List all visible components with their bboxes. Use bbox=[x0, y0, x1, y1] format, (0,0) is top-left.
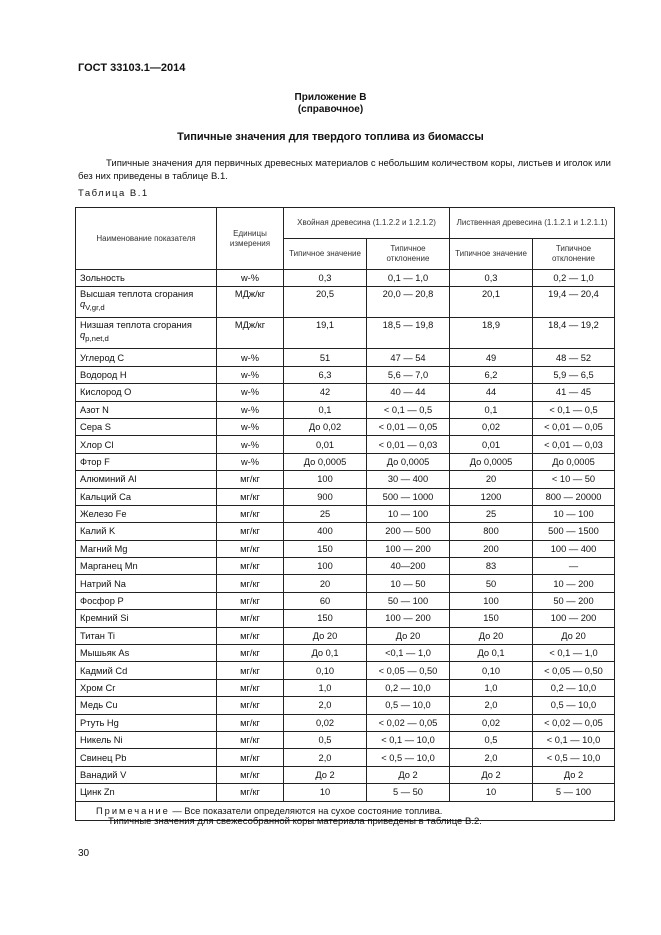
cell-conifer-deviation: 0,2 — 10,0 bbox=[367, 679, 450, 696]
cell-deciduous-deviation: 100 — 400 bbox=[533, 540, 615, 557]
cell-conifer-deviation: <0,1 — 1,0 bbox=[367, 645, 450, 662]
cell-conifer-deviation: 18,5 — 19,8 bbox=[367, 318, 450, 349]
table-row bbox=[76, 523, 615, 540]
cell-conifer-typical: До 0,0005 bbox=[284, 453, 367, 470]
cell-deciduous-deviation: До 20 bbox=[533, 627, 615, 644]
cell-deciduous-typical: 10 bbox=[450, 784, 533, 801]
table-row bbox=[76, 287, 615, 318]
table-row bbox=[76, 453, 615, 470]
cell-deciduous-typical: 18,9 bbox=[450, 318, 533, 349]
cell-deciduous-typical: 0,02 bbox=[450, 418, 533, 435]
cell-name: Хлор Cl bbox=[76, 436, 217, 453]
cell-conifer-deviation: 500 — 1000 bbox=[367, 488, 450, 505]
cell-deciduous-typical: 2,0 bbox=[450, 749, 533, 766]
cell-deciduous-typical: До 2 bbox=[450, 766, 533, 783]
cell-units: мг/кг bbox=[217, 766, 284, 783]
table-row bbox=[76, 575, 615, 592]
cell-name: Магний Mg bbox=[76, 540, 217, 557]
header-row bbox=[76, 208, 615, 239]
cell-deciduous-deviation: 800 — 20000 bbox=[533, 488, 615, 505]
table-row bbox=[76, 714, 615, 731]
cell-conifer-deviation: < 0,1 — 10,0 bbox=[367, 731, 450, 748]
cell-deciduous-typical: До 0,0005 bbox=[450, 453, 533, 470]
cell-name: Натрий Na bbox=[76, 575, 217, 592]
cell-conifer-deviation: 30 — 400 bbox=[367, 471, 450, 488]
cell-units: мг/кг bbox=[217, 662, 284, 679]
annex-title: Приложение В bbox=[294, 92, 367, 103]
cell-deciduous-deviation: 0,2 — 1,0 bbox=[533, 270, 615, 287]
cell-conifer-typical: 10 bbox=[284, 784, 367, 801]
cell-conifer-deviation: < 0,01 — 0,03 bbox=[367, 436, 450, 453]
cell-deciduous-typical: 49 bbox=[450, 349, 533, 366]
cell-units: мг/кг bbox=[217, 645, 284, 662]
cell-conifer-typical: 0,1 bbox=[284, 401, 367, 418]
table-row bbox=[76, 318, 615, 349]
table-row bbox=[76, 679, 615, 696]
table-row bbox=[76, 418, 615, 435]
table-row bbox=[76, 645, 615, 662]
cell-deciduous-typical: 83 bbox=[450, 558, 533, 575]
table-row bbox=[76, 610, 615, 627]
cell-name: Никель Ni bbox=[76, 731, 217, 748]
table-row bbox=[76, 627, 615, 644]
cell-name: Низшая теплота сгорания $q_{p,net,d}$ bbox=[76, 318, 217, 349]
cell-units: w-% bbox=[217, 418, 284, 435]
cell-deciduous-typical: 0,10 bbox=[450, 662, 533, 679]
cell-deciduous-deviation: 10 — 100 bbox=[533, 505, 615, 522]
cell-deciduous-deviation: — bbox=[533, 558, 615, 575]
cell-deciduous-deviation: 0,5 — 10,0 bbox=[533, 697, 615, 714]
cell-deciduous-deviation: < 0,1 — 0,5 bbox=[533, 401, 615, 418]
cell-name: Кислород O bbox=[76, 384, 217, 401]
cell-deciduous-typical: До 0,1 bbox=[450, 645, 533, 662]
header-name: Наименование показателя bbox=[76, 208, 217, 270]
cell-name: Фосфор P bbox=[76, 592, 217, 609]
cell-conifer-typical: 51 bbox=[284, 349, 367, 366]
table-row bbox=[76, 401, 615, 418]
cell-units: мг/кг bbox=[217, 731, 284, 748]
cell-conifer-deviation: 10 — 50 bbox=[367, 575, 450, 592]
cell-conifer-deviation: < 0,1 — 0,5 bbox=[367, 401, 450, 418]
cell-units: мг/кг bbox=[217, 749, 284, 766]
cell-conifer-typical: До 0,1 bbox=[284, 645, 367, 662]
cell-conifer-typical: До 2 bbox=[284, 766, 367, 783]
cell-deciduous-deviation: < 0,05 — 0,50 bbox=[533, 662, 615, 679]
cell-conifer-deviation: 40—200 bbox=[367, 558, 450, 575]
cell-deciduous-typical: 0,02 bbox=[450, 714, 533, 731]
cell-units: мг/кг bbox=[217, 714, 284, 731]
cell-conifer-deviation: 0,5 — 10,0 bbox=[367, 697, 450, 714]
cell-conifer-deviation: 5,6 — 7,0 bbox=[367, 366, 450, 383]
cell-conifer-deviation: < 0,02 — 0,05 bbox=[367, 714, 450, 731]
cell-conifer-deviation: 40 — 44 bbox=[367, 384, 450, 401]
cell-units: w-% bbox=[217, 401, 284, 418]
table-row bbox=[76, 384, 615, 401]
footer-paragraph: Типичные значения для свежесобранной коры материала приведены в таблице В.2. bbox=[108, 816, 482, 827]
cell-conifer-typical: 0,02 bbox=[284, 714, 367, 731]
table-row bbox=[76, 697, 615, 714]
cell-units: мг/кг bbox=[217, 471, 284, 488]
cell-units: МДж/кг bbox=[217, 287, 284, 318]
cell-name: Азот N bbox=[76, 401, 217, 418]
cell-conifer-typical: 20,5 bbox=[284, 287, 367, 318]
cell-deciduous-deviation: 18,4 — 19,2 bbox=[533, 318, 615, 349]
cell-units: МДж/кг bbox=[217, 318, 284, 349]
cell-deciduous-typical: 1,0 bbox=[450, 679, 533, 696]
table-row bbox=[76, 592, 615, 609]
table-row bbox=[76, 766, 615, 783]
cell-deciduous-deviation: < 0,5 — 10,0 bbox=[533, 749, 615, 766]
cell-conifer-deviation: До 20 bbox=[367, 627, 450, 644]
cell-name: Сера S bbox=[76, 418, 217, 435]
cell-conifer-deviation: < 0,5 — 10,0 bbox=[367, 749, 450, 766]
header-deciduous: Лиственная древесина (1.1.2.1 и 1.2.1.1) bbox=[450, 208, 615, 239]
cell-deciduous-typical: 20 bbox=[450, 471, 533, 488]
cell-conifer-typical: До 20 bbox=[284, 627, 367, 644]
cell-units: мг/кг bbox=[217, 592, 284, 609]
cell-deciduous-deviation: 0,2 — 10,0 bbox=[533, 679, 615, 696]
cell-name: Фтор F bbox=[76, 453, 217, 470]
cell-conifer-typical: 2,0 bbox=[284, 697, 367, 714]
cell-deciduous-deviation: До 2 bbox=[533, 766, 615, 783]
cell-deciduous-deviation: < 0,1 — 10,0 bbox=[533, 731, 615, 748]
cell-deciduous-typical: 44 bbox=[450, 384, 533, 401]
cell-name: Свинец Pb bbox=[76, 749, 217, 766]
cell-conifer-typical: 0,01 bbox=[284, 436, 367, 453]
cell-deciduous-deviation: 50 — 200 bbox=[533, 592, 615, 609]
cell-deciduous-deviation: < 0,01 — 0,03 bbox=[533, 436, 615, 453]
cell-conifer-typical: 25 bbox=[284, 505, 367, 522]
table-row bbox=[76, 540, 615, 557]
annex-subtitle: (справочное) bbox=[297, 104, 364, 115]
cell-conifer-deviation: До 0,0005 bbox=[367, 453, 450, 470]
cell-units: w-% bbox=[217, 270, 284, 287]
table-row bbox=[76, 784, 615, 801]
table-row bbox=[76, 731, 615, 748]
cell-name: Кадмий Cd bbox=[76, 662, 217, 679]
cell-deciduous-typical: 25 bbox=[450, 505, 533, 522]
cell-conifer-deviation: 5 — 50 bbox=[367, 784, 450, 801]
cell-name: Железо Fe bbox=[76, 505, 217, 522]
cell-name: Углерод C bbox=[76, 349, 217, 366]
cell-deciduous-deviation: 5 — 100 bbox=[533, 784, 615, 801]
cell-deciduous-typical: 100 bbox=[450, 592, 533, 609]
header-conifer-typical: Типичное значение bbox=[284, 239, 367, 270]
cell-name: Калий K bbox=[76, 523, 217, 540]
header-deciduous-typical: Типичное значение bbox=[450, 239, 533, 270]
cell-deciduous-typical: 0,1 bbox=[450, 401, 533, 418]
cell-deciduous-typical: 0,5 bbox=[450, 731, 533, 748]
cell-name: Ванадий V bbox=[76, 766, 217, 783]
cell-deciduous-deviation: < 10 — 50 bbox=[533, 471, 615, 488]
cell-conifer-typical: 6,3 bbox=[284, 366, 367, 383]
cell-name: Марганец Mn bbox=[76, 558, 217, 575]
cell-conifer-deviation: < 0,05 — 0,50 bbox=[367, 662, 450, 679]
cell-units: мг/кг bbox=[217, 627, 284, 644]
cell-deciduous-typical: 200 bbox=[450, 540, 533, 557]
note-text: — Все показатели определяются на сухое состояние топлива. bbox=[169, 805, 443, 816]
header-deciduous-deviation: Типичное отклонение bbox=[533, 239, 615, 270]
cell-name: Цинк Zn bbox=[76, 784, 217, 801]
table-row bbox=[76, 436, 615, 453]
cell-conifer-typical: 0,10 bbox=[284, 662, 367, 679]
cell-deciduous-deviation: < 0,1 — 1,0 bbox=[533, 645, 615, 662]
cell-conifer-typical: 900 bbox=[284, 488, 367, 505]
cell-conifer-typical: 2,0 bbox=[284, 749, 367, 766]
cell-deciduous-typical: 0,01 bbox=[450, 436, 533, 453]
cell-units: w-% bbox=[217, 436, 284, 453]
cell-deciduous-typical: 6,2 bbox=[450, 366, 533, 383]
cell-deciduous-deviation: < 0,01 — 0,05 bbox=[533, 418, 615, 435]
cell-conifer-deviation: До 2 bbox=[367, 766, 450, 783]
cell-name: Зольность bbox=[76, 270, 217, 287]
cell-conifer-deviation: 100 — 200 bbox=[367, 610, 450, 627]
cell-name: Кальций Ca bbox=[76, 488, 217, 505]
cell-units: мг/кг bbox=[217, 540, 284, 557]
table-row bbox=[76, 558, 615, 575]
cell-conifer-typical: 400 bbox=[284, 523, 367, 540]
cell-units: w-% bbox=[217, 366, 284, 383]
cell-deciduous-deviation: 5,9 — 6,5 bbox=[533, 366, 615, 383]
cell-units: мг/кг bbox=[217, 610, 284, 627]
biomass-table bbox=[75, 207, 615, 821]
cell-units: мг/кг bbox=[217, 488, 284, 505]
table-row bbox=[76, 749, 615, 766]
cell-deciduous-deviation: 500 — 1500 bbox=[533, 523, 615, 540]
cell-deciduous-deviation: < 0,02 — 0,05 bbox=[533, 714, 615, 731]
cell-deciduous-typical: 20,1 bbox=[450, 287, 533, 318]
cell-name: Высшая теплота сгорания $q_{V,gr,d}$ bbox=[76, 287, 217, 318]
cell-deciduous-typical: 1200 bbox=[450, 488, 533, 505]
cell-conifer-typical: 100 bbox=[284, 558, 367, 575]
cell-units: мг/кг bbox=[217, 679, 284, 696]
cell-deciduous-deviation: До 0,0005 bbox=[533, 453, 615, 470]
cell-units: w-% bbox=[217, 384, 284, 401]
cell-units: мг/кг bbox=[217, 784, 284, 801]
cell-conifer-deviation: 200 — 500 bbox=[367, 523, 450, 540]
table-row bbox=[76, 366, 615, 383]
header-units: Единицы измерения bbox=[217, 208, 284, 270]
cell-conifer-typical: 42 bbox=[284, 384, 367, 401]
cell-conifer-deviation: 10 — 100 bbox=[367, 505, 450, 522]
cell-deciduous-deviation: 10 — 200 bbox=[533, 575, 615, 592]
table-row bbox=[76, 662, 615, 679]
cell-name: Хром Cr bbox=[76, 679, 217, 696]
cell-deciduous-deviation: 100 — 200 bbox=[533, 610, 615, 627]
table-row bbox=[76, 349, 615, 366]
cell-conifer-typical: 0,5 bbox=[284, 731, 367, 748]
cell-name: Титан Ti bbox=[76, 627, 217, 644]
cell-deciduous-typical: 800 bbox=[450, 523, 533, 540]
cell-conifer-typical: До 0,02 bbox=[284, 418, 367, 435]
cell-name: Ртуть Hg bbox=[76, 714, 217, 731]
section-title: Типичные значения для твердого топлива из биомассы bbox=[177, 131, 484, 143]
cell-deciduous-deviation: 41 — 45 bbox=[533, 384, 615, 401]
cell-name: Кремний Si bbox=[76, 610, 217, 627]
cell-units: мг/кг bbox=[217, 575, 284, 592]
cell-conifer-typical: 20 bbox=[284, 575, 367, 592]
table-row bbox=[76, 471, 615, 488]
cell-units: мг/кг bbox=[217, 558, 284, 575]
page-number: 30 bbox=[78, 848, 90, 859]
cell-units: мг/кг bbox=[217, 505, 284, 522]
cell-conifer-deviation: < 0,01 — 0,05 bbox=[367, 418, 450, 435]
cell-conifer-typical: 0,3 bbox=[284, 270, 367, 287]
cell-deciduous-typical: До 20 bbox=[450, 627, 533, 644]
cell-units: w-% bbox=[217, 453, 284, 470]
cell-name: Медь Cu bbox=[76, 697, 217, 714]
cell-conifer-deviation: 0,1 — 1,0 bbox=[367, 270, 450, 287]
intro-paragraph: Типичные значения для первичных древесных материалов с небольшим количеством коры, листьев и иголок или без них приведены в таблице В.1. bbox=[78, 158, 611, 182]
cell-conifer-typical: 1,0 bbox=[284, 679, 367, 696]
cell-units: w-% bbox=[217, 349, 284, 366]
cell-deciduous-typical: 50 bbox=[450, 575, 533, 592]
cell-deciduous-deviation: 48 — 52 bbox=[533, 349, 615, 366]
cell-units: мг/кг bbox=[217, 523, 284, 540]
cell-name: Мышьяк As bbox=[76, 645, 217, 662]
cell-conifer-deviation: 50 — 100 bbox=[367, 592, 450, 609]
cell-name: Водород H bbox=[76, 366, 217, 383]
table-row bbox=[76, 270, 615, 287]
header-conifer-deviation: Типичное отклонение bbox=[367, 239, 450, 270]
cell-conifer-typical: 60 bbox=[284, 592, 367, 609]
cell-units: мг/кг bbox=[217, 697, 284, 714]
header-conifer: Хвойная древесина (1.1.2.2 и 1.2.1.2) bbox=[284, 208, 450, 239]
table-label: Таблица В.1 bbox=[78, 188, 149, 199]
cell-conifer-typical: 19,1 bbox=[284, 318, 367, 349]
cell-name: Алюминий Al bbox=[76, 471, 217, 488]
cell-conifer-deviation: 100 — 200 bbox=[367, 540, 450, 557]
cell-conifer-deviation: 47 — 54 bbox=[367, 349, 450, 366]
table-row bbox=[76, 505, 615, 522]
cell-deciduous-typical: 0,3 bbox=[450, 270, 533, 287]
cell-deciduous-deviation: 19,4 — 20,4 bbox=[533, 287, 615, 318]
document-id: ГОСТ 33103.1—2014 bbox=[78, 62, 186, 74]
cell-conifer-typical: 100 bbox=[284, 471, 367, 488]
cell-deciduous-typical: 150 bbox=[450, 610, 533, 627]
cell-conifer-typical: 150 bbox=[284, 610, 367, 627]
cell-conifer-deviation: 20,0 — 20,8 bbox=[367, 287, 450, 318]
table-row bbox=[76, 488, 615, 505]
cell-deciduous-typical: 2,0 bbox=[450, 697, 533, 714]
note-label: Примечание bbox=[96, 805, 170, 816]
cell-conifer-typical: 150 bbox=[284, 540, 367, 557]
